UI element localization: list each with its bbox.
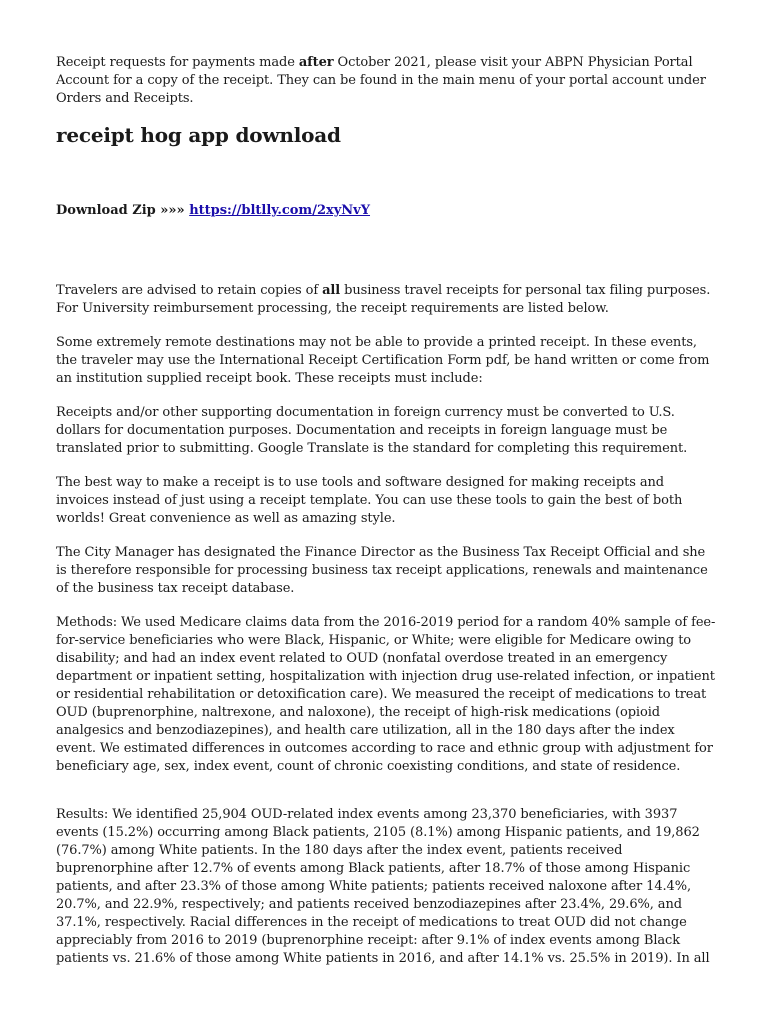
download-line <box>56 202 718 220</box>
page-title: receipt hog app download <box>56 123 341 147</box>
paragraph-remote: Some extremely remote destinations may not be able to provide a printed receipt. In these events, the traveler may use the International Receipt Certification Form pdf, be hand written or come from an institution supplied receipt book. These receipts must include: <box>56 335 710 386</box>
paragraph-foreign: Receipts and/or other supporting documentation in foreign currency must be converted to U.S. dollars for documentation purposes. Documentation and receipts in foreign language must be translated prior to submitting. Google Translate is the standard for completing this requirement. <box>56 405 688 456</box>
download-link[interactable]: https://bltlly.com/2xyNvY <box>189 203 371 218</box>
paragraph-travelers: Travelers are advised to retain copies of all business travel receipts for personal tax filing purposes. For University reimbursement processing, the receipt requirements are listed below. <box>56 283 711 316</box>
download-label: Download Zip »»» <box>56 203 185 218</box>
paragraph-city: The City Manager has designated the Finance Director as the Business Tax Receipt Official and she is therefore responsible for processing business tax receipt applications, renewals and maintenance of the business tax receipt database. <box>56 545 708 596</box>
travelers-emphasis: all <box>322 283 341 298</box>
document-page <box>56 54 718 968</box>
paragraph-tools: The best way to make a receipt is to use tools and software designed for making receipts and invoices instead of just using a receipt template. You can use these tools to gain the best of both worlds! Great convenience as well as amazing style. <box>56 475 683 526</box>
intro-emphasis: after <box>298 55 334 70</box>
paragraph-results: Results: We identified 25,904 OUD-related index events among 23,370 beneficiaries, with 3937 events (15.2%) occurring among Black patients, 2105 (8.1%) among Hispanic patients, and 19,862 (76.7%) among White patients. In the 180 days after the index event, patients received buprenorphine after 12.7% of events among Black patients, after 18.7% of those among Hispanic patients, and after 23.3% of those among White patients; patients received naloxone after 14.4%, 20.7%, and 22.9%, respectively; and patients received benzodiazepines after 23.4%, 29.6%, and 37.1%, respectively. Racial differences in the receipt of medications to treat OUD did not change appreciably from 2016 to 2019 (buprenorphine receipt: after 9.1% of index events among Black patients vs. 21.6% of those among White patients in 2016, and after 14.1% vs. 25.5% in 2019). In all <box>56 807 710 966</box>
paragraph-methods: Methods: We used Medicare claims data from the 2016-2019 period for a random 40% sample of fee-for-service beneficiaries who were Black, Hispanic, or White; were eligible for Medicare owing to disability; and had an index event related to OUD (nonfatal overdose treated in an emergency department or inpatient setting, hospitalization with injection drug use-related infection, or inpatient or residential rehabilitation or detoxification care). We measured the receipt of medications to treat OUD (buprenorphine, naltrexone, and naloxone), the receipt of high-risk medications (opioid analgesics and benzodiazepines), and health care utilization, all in the 180 days after the index event. We estimated differences in outcomes according to race and ethnic group with adjustment for beneficiary age, sex, index event, count of chronic coexisting conditions, and state of residence. <box>56 615 716 774</box>
intro-paragraph: Receipt requests for payments made after October 2021, please visit your ABPN Physician Portal Account for a copy of the receipt. They can be found in the main menu of your portal account under Orders and Receipts. <box>56 55 706 106</box>
